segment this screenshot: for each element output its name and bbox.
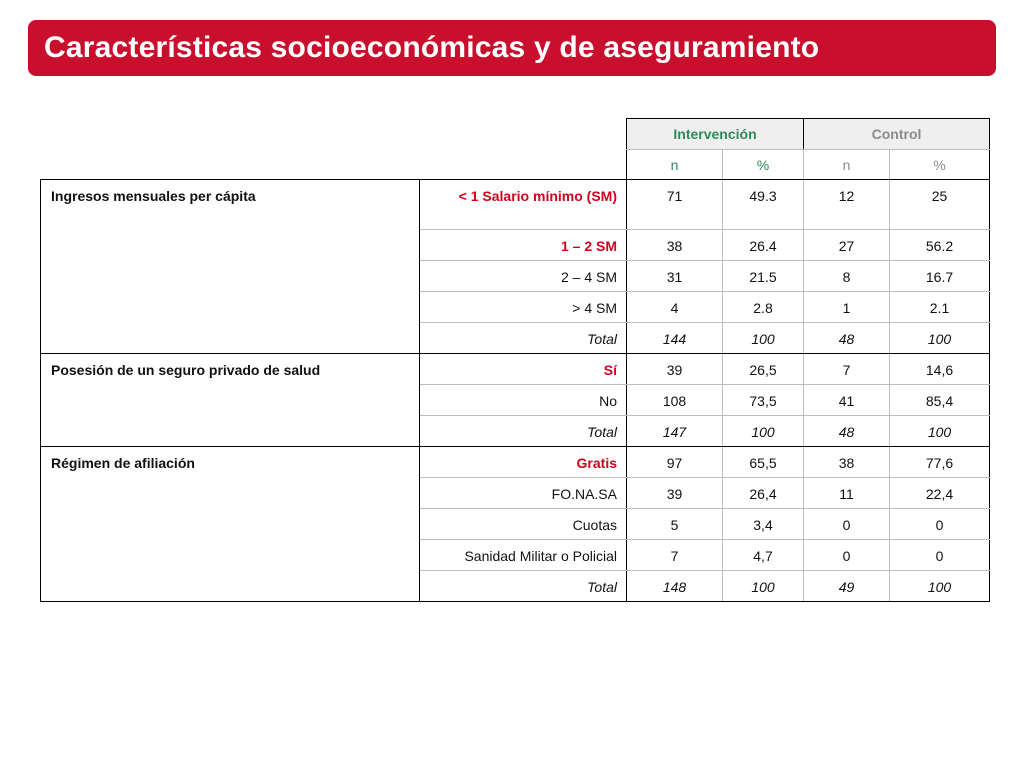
ctl-n-cell: 38: [804, 447, 890, 478]
int-pct-cell: 100: [723, 571, 804, 602]
header-control: Control: [804, 119, 990, 150]
page-title: Características socioeconómicas y de aseguramiento: [44, 31, 820, 64]
int-n-cell: 38: [627, 230, 723, 261]
row-label: FO.NA.SA: [420, 478, 627, 509]
int-pct-cell: 2.8: [723, 292, 804, 323]
int-pct-cell: 73,5: [723, 385, 804, 416]
int-n-cell: 108: [627, 385, 723, 416]
ctl-pct-cell: 100: [890, 571, 990, 602]
ctl-pct-cell: 100: [890, 416, 990, 447]
ctl-n-cell: 41: [804, 385, 890, 416]
row-label: Sanidad Militar o Policial: [420, 540, 627, 571]
int-n-cell: 31: [627, 261, 723, 292]
subheader-int-pct: %: [723, 150, 804, 180]
int-n-cell: 147: [627, 416, 723, 447]
ctl-pct-cell: 22,4: [890, 478, 990, 509]
category-ingresos: Ingresos mensuales per cápita: [41, 180, 420, 354]
int-pct-cell: 100: [723, 416, 804, 447]
ctl-pct-cell: 0: [890, 509, 990, 540]
ctl-n-cell: 48: [804, 323, 890, 354]
int-pct-cell: 26,5: [723, 354, 804, 385]
int-n-cell: 144: [627, 323, 723, 354]
table-row: [41, 354, 990, 385]
int-n-cell: 4: [627, 292, 723, 323]
ctl-pct-cell: 14,6: [890, 354, 990, 385]
ctl-n-cell: 11: [804, 478, 890, 509]
row-label-total: Total: [420, 323, 627, 354]
int-n-cell: 39: [627, 478, 723, 509]
row-label: > 4 SM: [420, 292, 627, 323]
ctl-n-cell: 27: [804, 230, 890, 261]
row-label: Gratis: [420, 447, 627, 478]
header-spacer: [41, 119, 627, 150]
row-label: Cuotas: [420, 509, 627, 540]
category-regimen: Régimen de afiliación: [41, 447, 420, 602]
ctl-n-cell: 48: [804, 416, 890, 447]
row-label-total: Total: [420, 571, 627, 602]
subheader-int-n: n: [627, 150, 723, 180]
table-row: [41, 447, 990, 478]
ctl-n-cell: 1: [804, 292, 890, 323]
title-banner: [28, 20, 996, 76]
ctl-n-cell: 7: [804, 354, 890, 385]
ctl-pct-cell: 85,4: [890, 385, 990, 416]
int-pct-cell: 49.3: [723, 180, 804, 230]
int-n-cell: 148: [627, 571, 723, 602]
row-label: < 1 Salario mínimo (SM): [420, 180, 627, 230]
int-pct-cell: 3,4: [723, 509, 804, 540]
ctl-pct-cell: 16.7: [890, 261, 990, 292]
header-intervencion: Intervención: [627, 119, 804, 150]
category-seguro: Posesión de un seguro privado de salud: [41, 354, 420, 447]
int-n-cell: 71: [627, 180, 723, 230]
int-pct-cell: 26.4: [723, 230, 804, 261]
row-label: 2 – 4 SM: [420, 261, 627, 292]
data-table: [40, 118, 990, 602]
ctl-n-cell: 12: [804, 180, 890, 230]
subheader-ctl-n: n: [804, 150, 890, 180]
ctl-pct-cell: 2.1: [890, 292, 990, 323]
row-label: No: [420, 385, 627, 416]
int-n-cell: 7: [627, 540, 723, 571]
ctl-pct-cell: 100: [890, 323, 990, 354]
row-label-total: Total: [420, 416, 627, 447]
subheader-row: [41, 150, 990, 180]
int-pct-cell: 4,7: [723, 540, 804, 571]
header-row: [41, 119, 990, 150]
int-pct-cell: 65,5: [723, 447, 804, 478]
ctl-n-cell: 0: [804, 509, 890, 540]
ctl-pct-cell: 25: [890, 180, 990, 230]
int-n-cell: 39: [627, 354, 723, 385]
row-label: 1 – 2 SM: [420, 230, 627, 261]
int-pct-cell: 26,4: [723, 478, 804, 509]
subheader-ctl-pct: %: [890, 150, 990, 180]
ctl-n-cell: 8: [804, 261, 890, 292]
ctl-n-cell: 49: [804, 571, 890, 602]
ctl-pct-cell: 0: [890, 540, 990, 571]
int-pct-cell: 21.5: [723, 261, 804, 292]
ctl-n-cell: 0: [804, 540, 890, 571]
int-n-cell: 5: [627, 509, 723, 540]
int-pct-cell: 100: [723, 323, 804, 354]
ctl-pct-cell: 56.2: [890, 230, 990, 261]
ctl-pct-cell: 77,6: [890, 447, 990, 478]
subheader-spacer: [41, 150, 627, 180]
table-row: [41, 180, 990, 230]
row-label: Sí: [420, 354, 627, 385]
int-n-cell: 97: [627, 447, 723, 478]
